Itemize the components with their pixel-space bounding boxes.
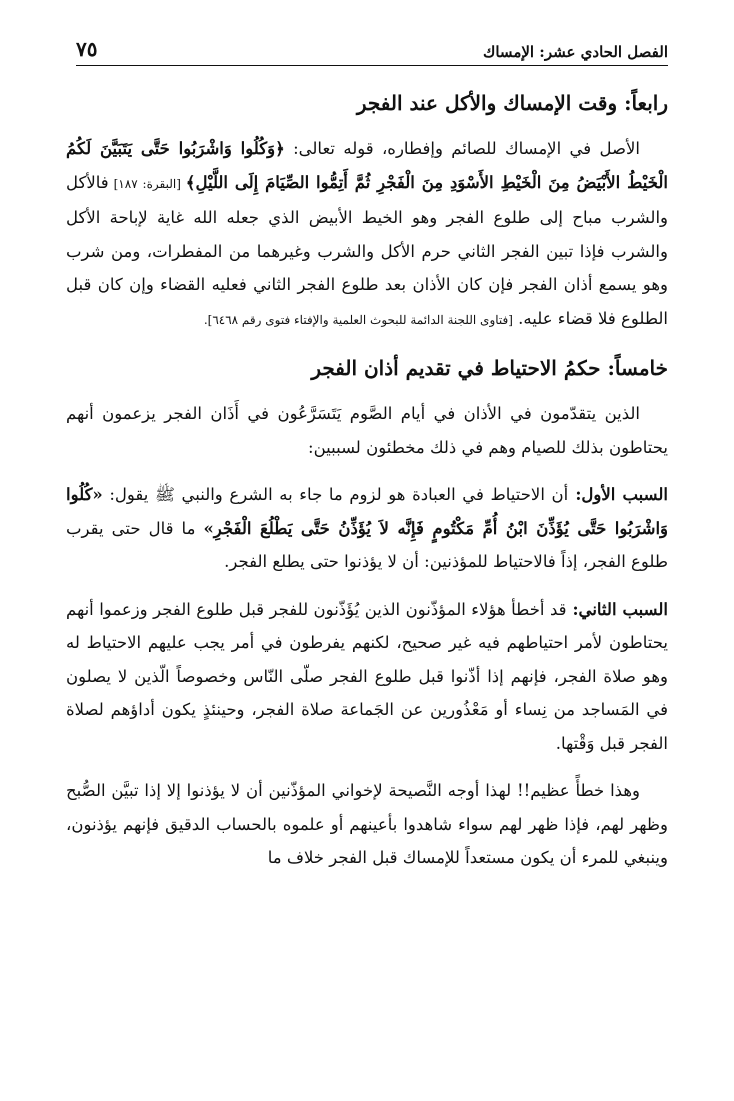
verse-reference: [البقرة: ١٨٧]: [108, 176, 186, 191]
paragraph-imsak-time: [66, 132, 668, 337]
section-heading-4: رابعاً: وقت الإمساك والأكل عند الفجر: [356, 91, 668, 115]
paragraph-intro: الذين يتقدّمون في الأذان في أيام الصَّوم يَتَسَرَّعُون في أَذَان الفجر يزعمون أنهم يحتاطون بذلك للصيام وهم في ذلك مخطئون لسببين:: [66, 404, 668, 457]
reason-label: السبب الأول:: [568, 485, 668, 504]
paragraph-text: فالأكل والشرب مباح إلى طلوع الفجر وهو الخيط الأبيض الذي جعله الله غاية لإباحة الأكل والشرب فإذا تبين الفجر الثاني حرم الأكل والشرب وغيرهما من المفطرات، ومن شرب وهو يسمع أذان الفجر فإن كان الأذان بعد طلوع الفجر الثاني فعليه القضاء وإن كان قبل الطلوع فلا قضاء عليه.: [66, 172, 668, 328]
paragraph-first-reason: [66, 478, 668, 579]
fatwa-citation: [فتاوى اللجنة الدائمة للبحوث العلمية والإفتاء فتوى رقم ٦٤٦٨].: [203, 312, 513, 327]
page-body: [66, 86, 668, 1031]
paragraph-advice: وهذا خطأً عظيم!! لهذا أوجه النَّصيحة لإخواني المؤذّنين أن لا يؤذنوا إلا إذا تبيَّن الصُّبح وظهر لهم، فإذا ظهر لهم سواء شاهدوا بأعينهم أو علموه بالحساب الدقيق فإنهم يؤذنون، وينبغي للمرء أن يكون مستعداً للإمساك قبل الفجر خلاف ما: [66, 781, 668, 867]
paragraph-second-reason: [66, 593, 668, 761]
running-header: [76, 36, 668, 66]
paragraph-text: قد أخطأ هؤلاء المؤذّنون الذين يُؤَذّنون للفجر قبل طلوع الفجر وزعموا أنهم يحتاطون لأمر احتياطهم فيه غير صحيح، لكنهم يفرطون في أمر يجب عليهم الاحتياط له وهو صلاة الفجر، فإنهم إذا أذّنوا قبل طلوع الفجر صلّى النّاس وخصوصاً الّذين لا يصلون في المَساجد من نِساء أو مَعْذُورين عن الجَماعة صلاة الفجر، وحينئذٍ يكون أداؤهم لصلاة الفجر قبل وَقْتها.: [66, 599, 668, 753]
quran-verse: ﴿وَكُلُوا وَاشْرَبُوا حَتَّى يَتَبَيَّنَ لَكُمُ الْخَيْطُ الأَبْيَضُ مِنَ الْخَيْطِ الأَسْوَدِ مِنَ الْفَجْرِ ثُمَّ أَتِمُّوا الصِّيَامَ إِلَى اللَّيْلِ﴾: [66, 139, 668, 192]
paragraph-text: ما قال حتى يقرب طلوع الفجر، إذاً فالاحتياط للمؤذنين: أن لا يؤذنوا حتى يطلع الفجر.: [66, 518, 668, 571]
paragraph-text: الأصل في الإمساك للصائم وإفطاره، قوله تعالى:: [284, 139, 640, 158]
page-number: ٧٥: [76, 37, 98, 61]
hadith-quote: «كُلُوا وَاشْرَبُوا حَتَّى يُؤَذِّنَ ابْنُ أُمِّ مَكْتُومٍ فَإِنَّه لاَ يُؤَذِّنُ حَتَّى يَطْلُعَ الْفَجْرِ»: [66, 485, 668, 538]
section-heading-5: خامساً: حكمُ الاحتياط في تقديم أذان الفجر: [311, 356, 668, 380]
reason-label: السبب الثاني:: [566, 599, 668, 619]
running-title: الفصل الحادي عشر: الإمساك: [483, 43, 668, 61]
paragraph-text: أن الاحتياط في العبادة هو لزوم ما جاء به الشرع والنبي ﷺ يقول:: [102, 485, 569, 504]
